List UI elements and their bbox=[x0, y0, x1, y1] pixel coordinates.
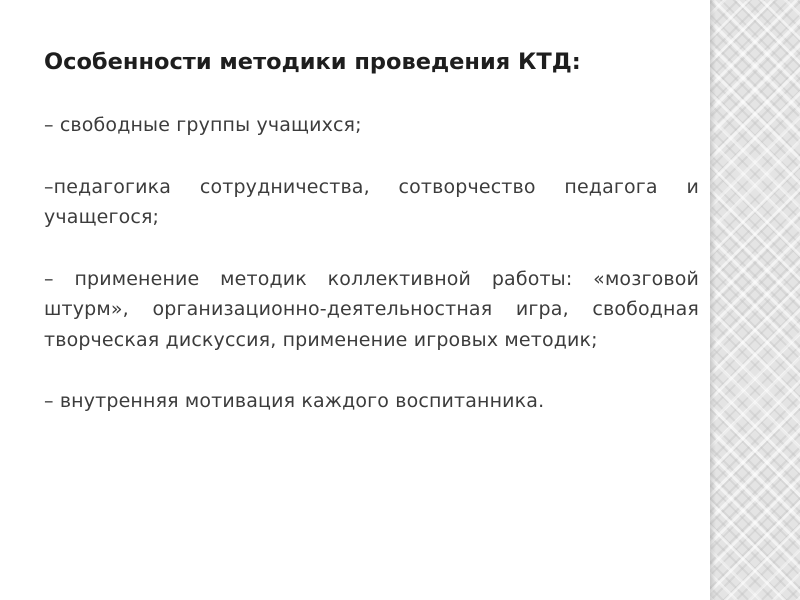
bullet-item: – применение методик коллективной работы: «мозговой штурм», организационно-деятельностная игра, свободная творческая дискуссия, применение игровых методик; bbox=[44, 267, 699, 351]
side-panel-shadow bbox=[710, 0, 716, 600]
slide-content bbox=[44, 48, 699, 448]
bullet-item: – свободные группы учащихся; bbox=[44, 114, 362, 136]
bullet-item: –педагогика сотрудничества, сотворчество педагога и учащегося; bbox=[44, 175, 699, 228]
slide-title: Особенности методики проведения КТД: bbox=[44, 49, 581, 75]
decorative-side-panel bbox=[710, 0, 800, 600]
bullet-item: – внутренняя мотивация каждого воспитанника. bbox=[44, 390, 545, 412]
